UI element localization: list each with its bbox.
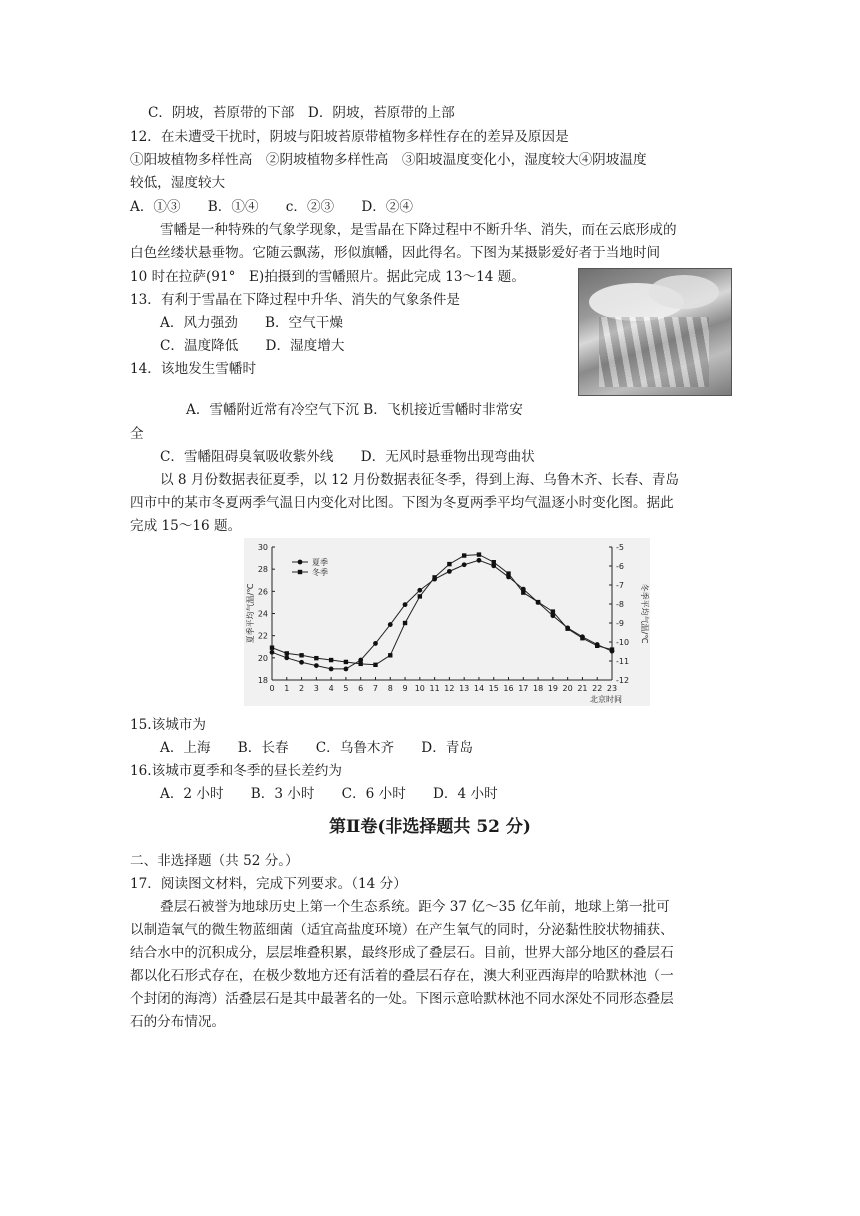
x-tick-label: 5 <box>343 684 349 693</box>
question-14-options-ab: A．雪幡附近常有冷空气下沉 B．飞机接近雪幡时非常安 <box>186 402 523 418</box>
left-tick-label: 28 <box>257 565 268 575</box>
snow-banner-intro-3: 10 时在拉萨(91° E)拍摄到的雪幡照片。据此完成 13～14 题。 <box>130 269 525 285</box>
question-16-options: A．2 小时 B．3 小时 C．6 小时 D．4 小时 <box>160 786 498 802</box>
summer-point <box>403 602 408 607</box>
x-axis-label: 北京时间 <box>590 695 622 704</box>
summer-point <box>462 562 467 567</box>
question-12-statements-cont: 较低，湿度较大 <box>130 175 226 191</box>
winter-point <box>329 658 333 662</box>
x-tick-label: 13 <box>459 684 470 693</box>
summer-point <box>329 667 334 672</box>
winter-point <box>358 662 362 666</box>
x-tick-label: 0 <box>269 684 275 693</box>
question-13-stem: 13．有利于雪晶在下降过程中升华、消失的气象条件是 <box>130 292 460 308</box>
left-tick-label: 18 <box>257 676 268 685</box>
x-tick-label: 15 <box>488 684 499 693</box>
question-13-options-cd: C．温度降低 D．湿度增大 <box>160 338 345 354</box>
x-tick-label: 8 <box>387 684 393 693</box>
question-14-options-ab-cont: 全 <box>130 426 144 442</box>
right-tick-label: -12 <box>616 676 630 685</box>
question-12-options: A．①③ B．①④ c．②③ D．②④ <box>130 199 414 215</box>
stromatolite-para-1: 叠层石被誉为地球历史上第一个生态系统。距今 37 亿～35 亿年前，地球上第一批可 <box>160 899 670 915</box>
winter-point <box>344 660 348 664</box>
legend-winter-marker <box>298 570 302 574</box>
legend-summer-marker <box>298 560 303 565</box>
right-tick-label: -5 <box>616 543 624 552</box>
part-two-heading: 二、非选择题（共 52 分。） <box>130 853 299 869</box>
winter-point <box>595 644 599 648</box>
summer-point <box>388 622 393 627</box>
winter-point <box>388 653 392 657</box>
temp-intro-1: 以 8 月份数据表征夏季，以 12 月份数据表征冬季，得到上海、乌鲁木齐、长春、青岛 <box>160 472 680 488</box>
left-tick-label: 24 <box>257 609 268 619</box>
winter-point <box>285 651 289 655</box>
winter-point <box>492 560 496 564</box>
winter-point <box>447 562 451 566</box>
snow-banner-intro-2: 白色丝缕状悬垂物。它随云飘荡，形似旗幡，因此得名。下图为某摄影爱好者于当地时间 <box>130 245 661 261</box>
winter-point <box>403 621 407 625</box>
right-tick-label: -7 <box>616 581 624 590</box>
legend-summer-label: 夏季 <box>312 558 328 567</box>
summer-point <box>417 588 422 593</box>
right-tick-label: -8 <box>616 600 624 609</box>
summer-point <box>344 667 349 672</box>
snow-banner-intro-1: 雪幡是一种特殊的气象学现象，是雪晶在下降过程中不断升华、消失，而在云底形成的 <box>160 222 677 238</box>
stromatolite-para-4: 都以化石形式存在，在极少数地方还有活着的叠层石存在，澳大利亚西海岸的哈默林池（一 <box>130 968 674 984</box>
summer-point <box>314 663 319 668</box>
winter-point <box>299 653 303 657</box>
summer-point <box>270 650 275 655</box>
x-tick-label: 17 <box>518 684 529 693</box>
x-tick-label: 20 <box>562 684 573 693</box>
x-tick-label: 3 <box>313 684 319 693</box>
x-tick-label: 18 <box>532 684 544 693</box>
question-15-stem: 15.该城市为 <box>130 717 206 733</box>
temperature-chart <box>244 538 650 706</box>
x-tick-label: 6 <box>358 684 364 693</box>
x-tick-label: 22 <box>592 684 603 693</box>
left-tick-label: 20 <box>257 653 268 663</box>
question-14-options-cd: C．雪幡阻碍臭氧吸收紫外线 D．无风时悬垂物出现弯曲状 <box>160 449 535 465</box>
x-tick-label: 10 <box>414 684 425 693</box>
winter-point <box>536 600 540 604</box>
question-17-stem: 17．阅读图文材料，完成下列要求。（14 分） <box>130 876 407 892</box>
snow-banner-photo <box>578 268 732 396</box>
stromatolite-para-5: 个封闭的海湾）活叠层石是其中最著名的一处。下图示意哈默林池不同水深处不同形态叠层 <box>130 991 674 1007</box>
winter-point <box>521 590 525 594</box>
left-tick-label: 30 <box>257 543 268 552</box>
x-tick-label: 19 <box>547 684 558 693</box>
temp-intro-2: 四市中的某市冬夏两季气温日内变化对比图。下图为冬夏两季平均气温逐小时变化图。据此 <box>130 495 674 511</box>
x-tick-label: 9 <box>402 684 408 693</box>
x-tick-label: 12 <box>444 684 455 693</box>
winter-point <box>432 575 436 579</box>
summer-point <box>447 569 452 574</box>
right-tick-label: -9 <box>616 619 624 628</box>
x-tick-label: 23 <box>606 684 618 693</box>
summer-point <box>299 660 304 665</box>
question-15-options: A．上海 B．长春 C．乌鲁木齐 D．青岛 <box>160 740 473 756</box>
x-tick-label: 11 <box>429 684 440 693</box>
question-12-statements: ①阳坡植物多样性高 ②阴坡植物多样性高 ③阳坡温度变化小，湿度较大④阴坡温度 <box>130 152 647 168</box>
winter-point <box>565 627 569 631</box>
winter-point <box>580 636 584 640</box>
winter-point <box>610 647 614 651</box>
left-axis-label: 夏季平均气温/℃ <box>246 583 255 644</box>
summer-point <box>284 655 289 660</box>
section-title: 第Ⅱ卷(非选择题共 52 分) <box>329 817 531 837</box>
winter-point <box>477 552 481 556</box>
winter-point <box>506 571 510 575</box>
summer-point <box>373 641 378 646</box>
right-tick-label: -6 <box>616 562 624 571</box>
winter-point <box>551 609 555 613</box>
winter-point <box>462 553 466 557</box>
stromatolite-para-6: 石的分布情况。 <box>130 1014 226 1030</box>
question-14-stem: 14．该地发生雪幡时 <box>130 361 257 377</box>
stromatolite-para-2: 以制造氧气的微生物蓝细菌（适宜高盐度环境）在产生氧气的同时，分泌黏性胶状物捕获、 <box>130 922 674 938</box>
question-13-options-ab: A．风力强劲 B．空气干燥 <box>160 315 343 331</box>
left-tick-label: 26 <box>257 587 268 597</box>
winter-point <box>418 594 422 598</box>
x-tick-label: 2 <box>299 684 305 693</box>
x-tick-label: 7 <box>372 684 379 693</box>
left-tick-label: 22 <box>257 631 268 641</box>
x-tick-label: 1 <box>284 684 290 693</box>
right-tick-label: -10 <box>616 638 630 647</box>
question-16-stem: 16.该城市夏季和冬季的昼长差约为 <box>130 763 342 779</box>
x-tick-label: 16 <box>503 684 514 693</box>
question-12-stem: 12．在未遭受干扰时，阴坡与阳坡苔原带植物多样性存在的差异及原因是 <box>130 129 569 145</box>
summer-point <box>477 558 482 563</box>
x-tick-label: 4 <box>328 684 334 693</box>
option-line-11cd: C．阴坡，苔原带的下部 D．阴坡，苔原带的上部 <box>148 105 455 121</box>
right-tick-label: -11 <box>616 657 630 666</box>
stromatolite-para-3: 结合水中的沉积成分，层层堆叠积累，最终形成了叠层石。目前，世界大部分地区的叠层石 <box>130 945 674 961</box>
temp-intro-3: 完成 15～16 题。 <box>130 518 242 534</box>
legend-winter-label: 冬季 <box>312 568 328 577</box>
winter-point <box>373 663 377 667</box>
winter-point <box>314 656 318 660</box>
right-axis-label: 冬季平均气温/℃ <box>640 583 649 644</box>
winter-point <box>270 646 274 650</box>
x-tick-label: 21 <box>577 684 588 693</box>
x-tick-label: 14 <box>473 684 485 693</box>
